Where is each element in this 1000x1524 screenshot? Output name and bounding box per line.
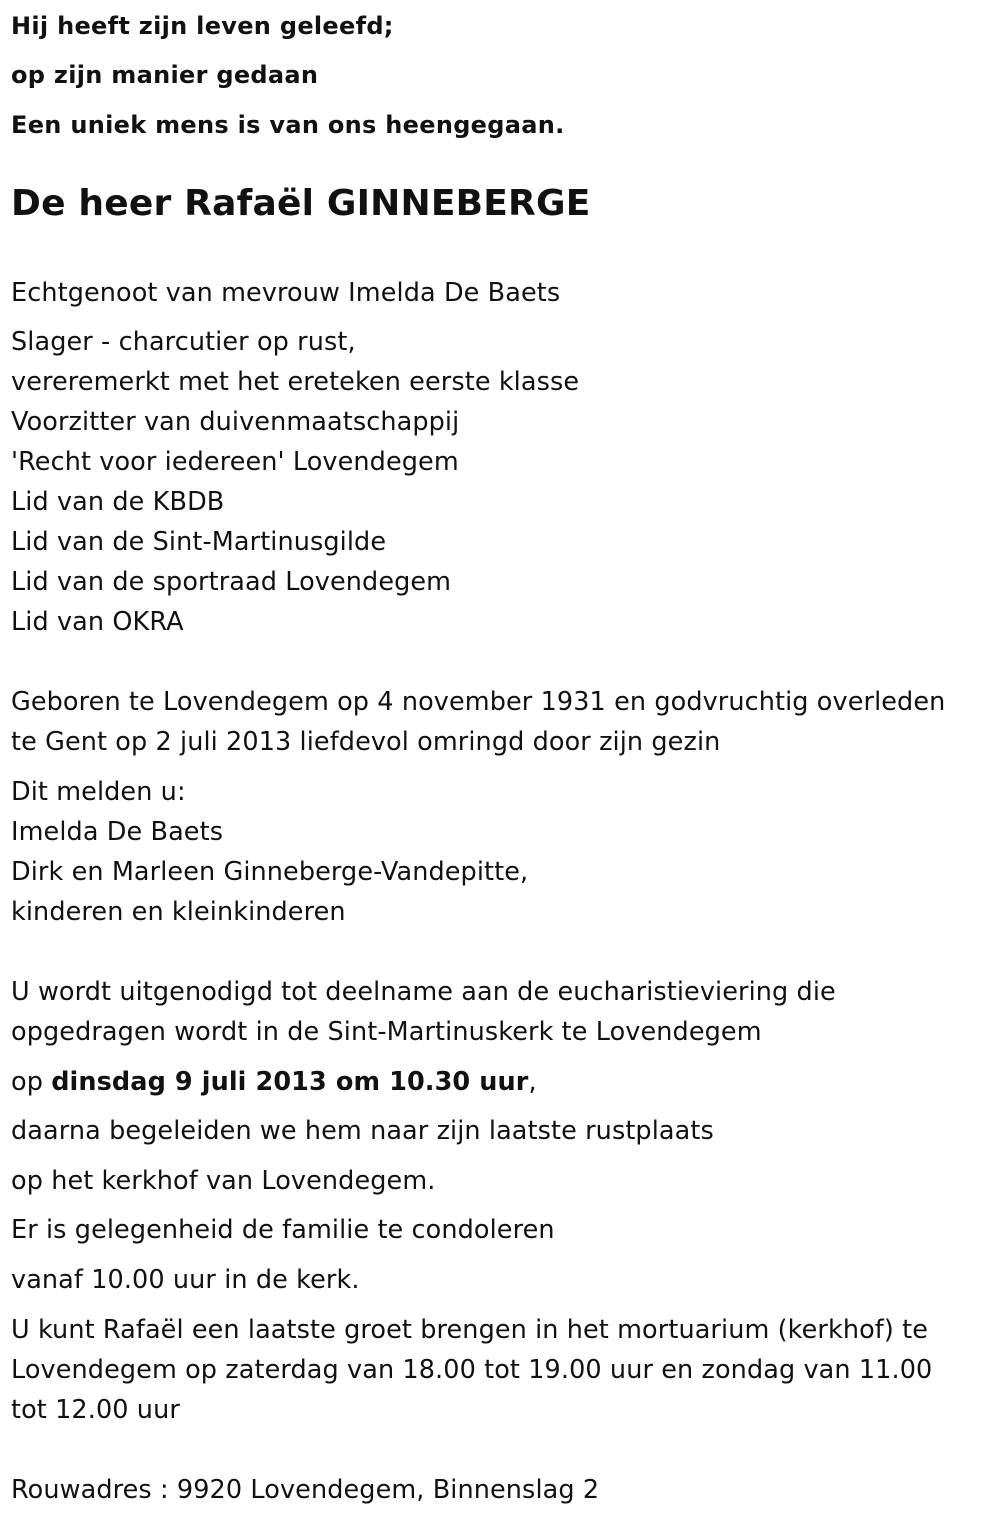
intro-line-2: op zijn manier gedaan — [11, 61, 319, 89]
intro-line-3: Een uniek mens is van ons heengegaan. — [11, 111, 565, 139]
intro-line-1: Hij heeft zijn leven geleefd; — [11, 12, 394, 40]
title-line-1: Slager - charcutier op rust, — [11, 327, 356, 357]
title-line-3: Voorzitter van duivenmaatschappij — [11, 407, 460, 437]
title-line-8: Lid van OKRA — [11, 607, 184, 637]
service-prefix: op — [11, 1067, 52, 1097]
birth-line-2: te Gent op 2 juli 2013 liefdevol omringd door zijn gezin — [11, 727, 721, 757]
announcers-line-2: Imelda De Baets — [11, 817, 224, 847]
announcers-line-4: kinderen en kleinkinderen — [11, 897, 346, 927]
farewell-line-2: Lovendegem op zaterdag van 18.00 tot 19.00 uur en zondag van 11.00 — [11, 1355, 933, 1385]
farewell-line-1: U kunt Rafaël een laatste groet brengen in het mortuarium (kerkhof) te — [11, 1315, 929, 1345]
deceased-name-title: De heer Rafaël GINNEBERGE — [11, 183, 591, 224]
birth-line-1: Geboren te Lovendegem op 4 november 1931 en godvruchtig overleden — [11, 687, 946, 717]
title-line-4: 'Recht voor iedereen' Lovendegem — [11, 447, 459, 477]
spouse-line: Echtgenoot van mevrouw Imelda De Baets — [11, 278, 561, 308]
title-line-6: Lid van de Sint-Martinusgilde — [11, 527, 387, 557]
burial-line-3: Er is gelegenheid de familie te condoleren — [11, 1215, 555, 1245]
announcers-line-3: Dirk en Marleen Ginneberge-Vandepitte, — [11, 857, 529, 887]
announcers-line-1: Dit melden u: — [11, 777, 186, 807]
title-line-7: Lid van de sportraad Lovendegem — [11, 567, 452, 597]
mourning-address: Rouwadres : 9920 Lovendegem, Binnenslag 2 — [11, 1475, 600, 1505]
burial-line-2: op het kerkhof van Lovendegem. — [11, 1166, 436, 1196]
service-suffix: , — [528, 1067, 537, 1097]
service-line — [11, 1066, 537, 1098]
burial-line-4: vanaf 10.00 uur in de kerk. — [11, 1265, 360, 1295]
invitation-line-1: U wordt uitgenodigd tot deelname aan de eucharistieviering die — [11, 977, 836, 1007]
farewell-line-3: tot 12.00 uur — [11, 1395, 180, 1425]
title-line-2: vereremerkt met het ereteken eerste klasse — [11, 367, 580, 397]
invitation-line-2: opgedragen wordt in de Sint-Martinuskerk te Lovendegem — [11, 1017, 762, 1047]
title-line-5: Lid van de KBDB — [11, 487, 225, 517]
service-datetime: dinsdag 9 juli 2013 om 10.30 uur — [51, 1067, 529, 1097]
burial-line-1: daarna begeleiden we hem naar zijn laatste rustplaats — [11, 1116, 714, 1146]
